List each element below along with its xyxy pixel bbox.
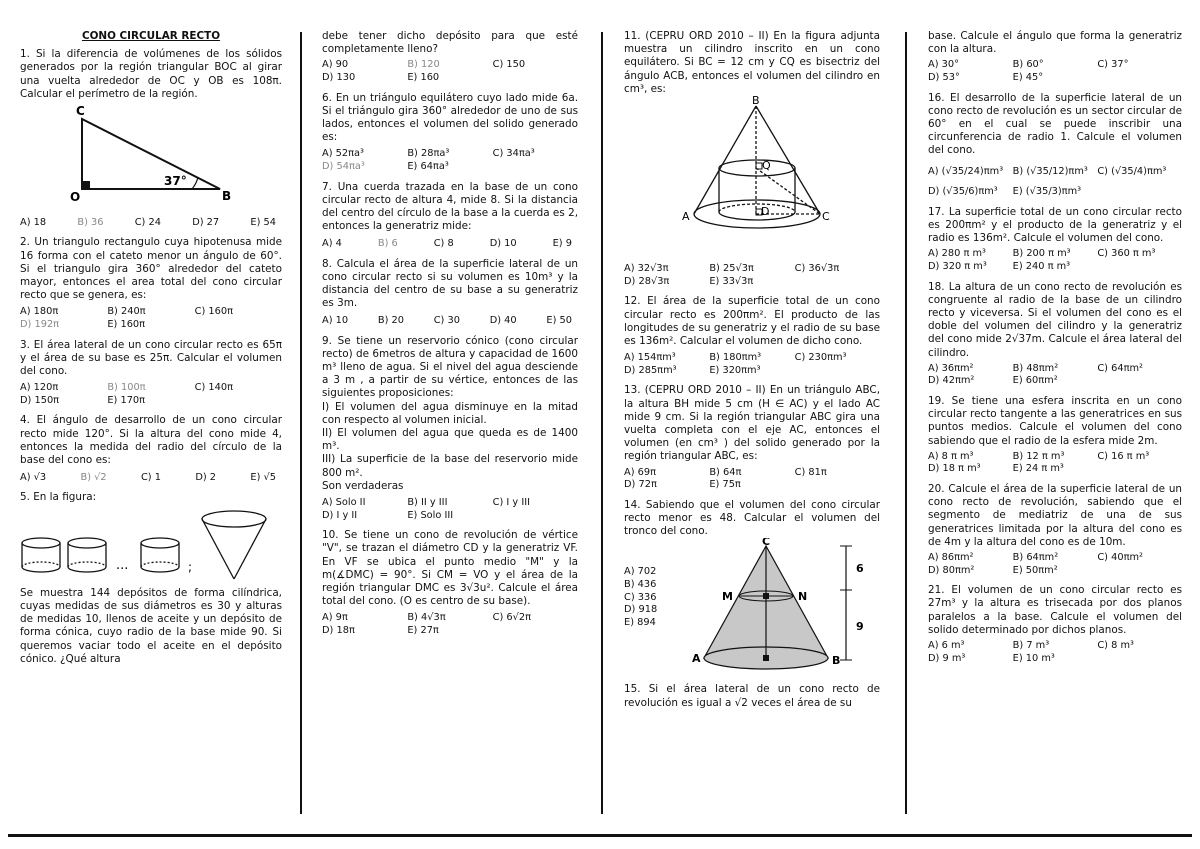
question-13 — [624, 384, 880, 491]
column-4 — [928, 30, 1182, 672]
question-text: 8. Calcula el área de la superficie lateral de un cono circular recto si su volumen es 10m³ y la distancia del centro de su base a su generatriz es 3m. — [322, 257, 578, 310]
option: E) 50 — [546, 315, 572, 327]
option: D) 150π — [20, 394, 60, 406]
option: B) (√35/12)πm³ — [1012, 165, 1088, 177]
option: C) 160π — [194, 306, 234, 318]
option: A) 9π — [322, 612, 348, 624]
option: B) 120 — [407, 59, 440, 71]
option: B) 4√3π — [407, 612, 446, 624]
option: B) 200 π m³ — [1012, 248, 1071, 260]
option: D) 130 — [322, 72, 356, 83]
label-C: C — [822, 210, 830, 224]
option: E) 160 — [407, 72, 440, 83]
option: B) 36 — [77, 217, 104, 229]
column-divider — [601, 32, 603, 814]
question-text: 18. La altura de un cono recto de revolución es congruente al radio de la base de un cilindro recto y viceversa. Si el volumen del cono es el doble del volumen del cilindro y la generatriz del cono mide 2√37m. Calcule el área lateral del cilindro. — [928, 280, 1182, 359]
question-5 — [20, 491, 282, 666]
option: E) 50πm² — [1012, 564, 1058, 576]
option: D) 918 — [624, 604, 658, 616]
cone-cylinder-figure — [624, 96, 880, 256]
question-text-continued: Se muestra 144 depósitos de forma cilíndrica, cuyas medidas de sus diámetros es 30 y alturas de medidas 10, llenos de aceite y un depósito de forma cónica, cuyo radio de la base mide 90. Si queremos vaciar todo el aceite en el depósito cónico. ¿Qué altura — [20, 586, 282, 665]
option: A) 86πm² — [928, 552, 974, 564]
option: D) 18π — [322, 625, 355, 637]
label-A: A — [692, 652, 701, 666]
question-4 — [20, 414, 282, 484]
option: A) 6 m³ — [928, 640, 965, 652]
option: D) 54πa³ — [322, 161, 365, 172]
option: A) 8 π m³ — [928, 450, 974, 462]
option: D) 285πm³ — [624, 364, 677, 376]
option: A) 10 — [322, 315, 349, 327]
question-text: 19. Se tiene una esfera inscrita en un cono circular recto tangente a las generatrices en sus puntos medios. Calcule el volumen del cono sabiendo que el radio de la esfera mide 2m. — [928, 395, 1182, 447]
option: B) 48πm² — [1012, 362, 1059, 374]
option: A) 280 π m³ — [928, 248, 986, 260]
option: E) 894 — [624, 616, 656, 628]
option: E) Solo III — [407, 509, 454, 521]
bottom-rule — [8, 834, 1192, 837]
option: E) 75π — [709, 479, 741, 491]
question-text: 16. El desarrollo de la superficie lateral de un cono recto de revolución es un sector circular de 60° en el cual se puede inscribir una circunferencia de radio 1. Calcule el volumen del cono. — [928, 91, 1182, 157]
question-text: 1. Si la diferencia de volúmenes de los sólidos generados por la región triangular BOC al girar una vuelta alrededor de OC y OB es 108π. Calcular el perímetro de la región. — [20, 48, 282, 100]
question-17 — [928, 206, 1182, 274]
label-B: B — [832, 654, 841, 668]
question-text-continued: debe tener dicho depósito para que esté completamente lleno? — [322, 30, 578, 56]
option: C) 8 — [433, 238, 454, 250]
truncated-cone-figure — [678, 538, 878, 676]
label-B: B — [222, 189, 232, 204]
option: A) (√35/24)πm³ — [928, 165, 1004, 177]
question-text: 15. Si el área lateral de un cono recto de revolución es igual a √2 veces el área de su — [624, 683, 880, 709]
option: C) 360 π m³ — [1097, 248, 1156, 260]
question-1 — [20, 48, 282, 229]
option: C) 336 — [624, 591, 657, 603]
label-A: A — [682, 210, 690, 224]
question-3 — [20, 339, 282, 408]
option: B) 60° — [1012, 59, 1044, 71]
question-text: 7. Una cuerda trazada en la base de un cono circular recto de altura 4, mide 8. Si la distancia del centro del círculo de la base a la cuerda es 2, entonces la generatriz mide: — [322, 180, 578, 233]
option: B) 240π — [107, 306, 146, 318]
option: C) I y III — [492, 497, 531, 509]
question-20 — [928, 483, 1182, 577]
column-2 — [322, 30, 578, 645]
option: A) 90 — [322, 59, 349, 71]
option: E) 60πm² — [1012, 375, 1058, 387]
question-text: 4. El ángulo de desarrollo de un cono circular recto mide 120°. Si la altura del cono mide 4, entonces la medida del radio del círculo de la base del cono es: — [20, 414, 282, 467]
option: C) 140π — [194, 382, 234, 394]
option: B) II y III — [407, 497, 448, 509]
question-12 — [624, 295, 880, 377]
option: E) 240 π m³ — [1012, 261, 1071, 272]
option: B) √2 — [80, 472, 107, 484]
height-label-9: 9 — [856, 620, 864, 634]
option: A) 702 — [624, 566, 657, 578]
column-divider — [905, 32, 907, 814]
question-10 — [322, 529, 578, 637]
label-M: M — [722, 590, 733, 604]
option: C) 16 π m³ — [1097, 450, 1150, 462]
option: C) 40πm² — [1097, 552, 1143, 564]
question-2 — [20, 236, 282, 331]
question-21 — [928, 584, 1182, 665]
question-text: 2. Un triangulo rectangulo cuya hipotenusa mide 16 forma con el cateto menor un ángulo de 60°. Si el triangulo gira 360° alrededor del cateto mayor, entonces el area total del cono circular recto que se genera, es: — [20, 236, 282, 302]
triangle-figure — [20, 101, 282, 209]
label-B: B — [752, 96, 760, 108]
semicolon-text: ; — [188, 559, 193, 574]
option: C) 150 — [492, 59, 526, 71]
option: B) 100π — [107, 382, 146, 394]
height-label-6: 6 — [856, 562, 864, 576]
question-19 — [928, 395, 1182, 476]
option: E) 24 π m³ — [1012, 463, 1064, 475]
option: A) 52πa³ — [322, 148, 364, 160]
question-15 — [624, 683, 880, 709]
option: D) (√35/6)πm³ — [928, 186, 998, 198]
question-text: 17. La superficie total de un cono circular recto es 200πm² y el producto de la generatriz y el radio es 136m². Calcule el volumen del cono. — [928, 205, 1182, 245]
option: D) 28√3π — [624, 275, 670, 287]
option: A) 180π — [20, 306, 59, 318]
option: D) 2 — [195, 472, 217, 484]
option: A) 30° — [928, 59, 960, 71]
question-16 — [928, 92, 1182, 199]
option: A) √3 — [20, 472, 47, 484]
question-7 — [322, 181, 578, 251]
angle-label: 37° — [164, 174, 187, 189]
option: A) Solo II — [322, 497, 366, 509]
question-18 — [928, 281, 1182, 388]
question-tail: Son verdaderas — [322, 479, 404, 492]
proposition: III) La superficie de la base del reservorio mide 800 m². — [322, 453, 578, 479]
option: E) √5 — [250, 472, 276, 484]
option: A) 120π — [20, 382, 59, 394]
option: B) 6 — [377, 238, 398, 250]
option: C) 8 m³ — [1097, 640, 1134, 652]
option: D) 192π — [20, 319, 60, 331]
option: D) 10 — [489, 238, 517, 250]
question-5-continued — [322, 30, 578, 85]
option: C) (√35/4)πm³ — [1097, 165, 1167, 177]
option: A) 4 — [322, 238, 342, 250]
question-14 — [624, 499, 880, 677]
option: D) 40 — [489, 315, 517, 327]
option: B) 64π — [709, 466, 742, 478]
option: E) 160π — [107, 319, 146, 331]
option: E) 320πm³ — [709, 364, 761, 376]
question-text: 11. (CEPRU ORD 2010 – II) En la figura adjunta muestra un cilindro inscrito en un cono equilátero. Si BC = 12 cm y CQ es bisectriz del ángulo ACB, entonces el volumen del cilindro en cm³, es: — [624, 30, 880, 95]
column-divider — [300, 32, 302, 814]
option: E) 64πa³ — [407, 161, 449, 172]
option: B) 7 m³ — [1012, 640, 1050, 652]
question-text: 20. Calcule el área de la superficie lateral de un cono recto de revolución, sabiendo que el segmento de mediatriz de una de sus generatrices limitada por la altura del cono es de 4m y la altura del cono es de 10m. — [928, 483, 1182, 548]
proposition: II) El volumen del agua que queda es de 1400 m³. — [322, 427, 578, 453]
question-8 — [322, 258, 578, 328]
option: D) 72π — [624, 479, 657, 491]
option: C) 30 — [433, 315, 460, 327]
page-title: CONO CIRCULAR RECTO — [81, 30, 221, 42]
question-text: 10. Se tiene un cono de revolución de vértice "V", se trazan el diámetro CD y la generatriz VF. En VF se ubica el punto medio "M" y la m(∡DMC) = 90°. Si CM = VO y el área de la región triangular DMC es 3√3u². Calcule el área total del cono. (O es centro de su base). — [322, 529, 578, 608]
label-Q: Q — [762, 159, 771, 173]
option: D) 18 π m³ — [928, 463, 981, 475]
cylinders-and-cone-figure — [20, 505, 282, 583]
question-text: 13. (CEPRU ORD 2010 – II) En un triángulo ABC, la altura BH mide 5 cm (H ∈ AC) y el lado AC mide 9 cm. Si la región triangular ABC gira una vuelta completa con el eje AC, entonces el volumen (en cm³ ) del solido generado por la región triangular ABC, es: — [624, 384, 880, 463]
label-D: D — [761, 205, 770, 219]
option: B) 436 — [624, 579, 657, 591]
option: E) 9 — [552, 238, 572, 250]
question-text-continued: base. Calcule el ángulo que forma la generatriz con la altura. — [928, 30, 1182, 56]
question-9 — [322, 335, 578, 523]
option: D) 27 — [192, 217, 220, 229]
option: D) 80πm² — [928, 564, 975, 576]
option: B) 20 — [377, 315, 404, 327]
option: A) 154πm³ — [624, 352, 676, 364]
question-15-continued — [928, 30, 1182, 85]
question-text: 14. Sabiendo que el volumen del cono circular recto menor es 48. Calcular el volumen del tronco del cono. — [624, 498, 880, 538]
label-C: C — [762, 538, 771, 549]
question-text: 9. Se tiene un reservorio cónico (cono circular recto) de 6metros de altura y capacidad de 1600 m³ lleno de agua. Si el nivel del agua desciende a 3 m , a partir de su vértice, entonces de las siguientes proposiciones: — [322, 334, 578, 400]
option: E) 45° — [1012, 72, 1044, 83]
option: C) 37° — [1097, 59, 1129, 71]
question-text: 12. El área de la superficie total de un cono circular recto es 200πm². El producto de las longitudes de su generatriz y el radio de su base es 136m². Calcular el volumen de dicho cono. — [624, 295, 880, 348]
option: D) 53° — [928, 72, 960, 83]
option: C) 36√3π — [794, 263, 840, 275]
question-11 — [624, 30, 880, 288]
option: C) 64πm² — [1097, 362, 1143, 374]
question-text: 5. En la figura: — [20, 491, 97, 504]
option: C) 230πm³ — [794, 352, 847, 364]
option: E) 54 — [250, 217, 276, 229]
label-O: O — [70, 190, 81, 205]
column-3 — [624, 30, 880, 717]
option: A) 36πm² — [928, 362, 974, 374]
option: E) (√35/3)πm³ — [1012, 186, 1082, 198]
option: D) I y II — [322, 509, 358, 521]
option: A) 69π — [624, 466, 657, 478]
option: C) 1 — [140, 472, 161, 484]
option: B) 180πm³ — [709, 352, 762, 364]
column-1 — [20, 30, 282, 673]
option: C) 81π — [794, 466, 827, 478]
option: E) 10 m³ — [1012, 652, 1055, 664]
option: E) 27π — [407, 625, 439, 637]
question-6 — [322, 92, 578, 174]
question-text: 3. El área lateral de un cono circular recto es 65π y el área de su base es 25π. Calcular el volumen del cono. — [20, 338, 282, 378]
label-N: N — [798, 590, 808, 604]
proposition: I) El volumen del agua disminuye en la mitad con respecto al volumen inicial. — [322, 400, 578, 426]
option: B) 25√3π — [709, 263, 754, 275]
label-C: C — [76, 104, 85, 119]
option: B) 64πm² — [1012, 552, 1059, 564]
option: C) 34πa³ — [492, 148, 535, 160]
option: D) 42πm² — [928, 375, 975, 387]
option: E) 33√3π — [709, 275, 754, 287]
option: D) 9 m³ — [928, 652, 966, 664]
question-text: 21. El volumen de un cono circular recto es 27m³ y la altura es trisecada por dos planos paralelos a la base. Calcule el volumen del solido determinado por dichos planos. — [928, 584, 1182, 636]
option: D) 320 π m³ — [928, 261, 987, 272]
ellipsis-text: ... — [116, 557, 129, 573]
option: B) 12 π m³ — [1012, 450, 1065, 462]
option: C) 24 — [134, 217, 161, 229]
option: E) 170π — [107, 394, 146, 406]
question-text: 6. En un triángulo equilátero cuyo lado mide 6a. Si el triángulo gira 360° alrededor de uno de sus lados, entonces el volumen del solido generado es: — [322, 91, 578, 144]
option: A) 32√3π — [624, 263, 669, 275]
option: A) 18 — [20, 217, 47, 229]
option: C) 6√2π — [492, 612, 532, 624]
option: B) 28πa³ — [407, 148, 450, 160]
